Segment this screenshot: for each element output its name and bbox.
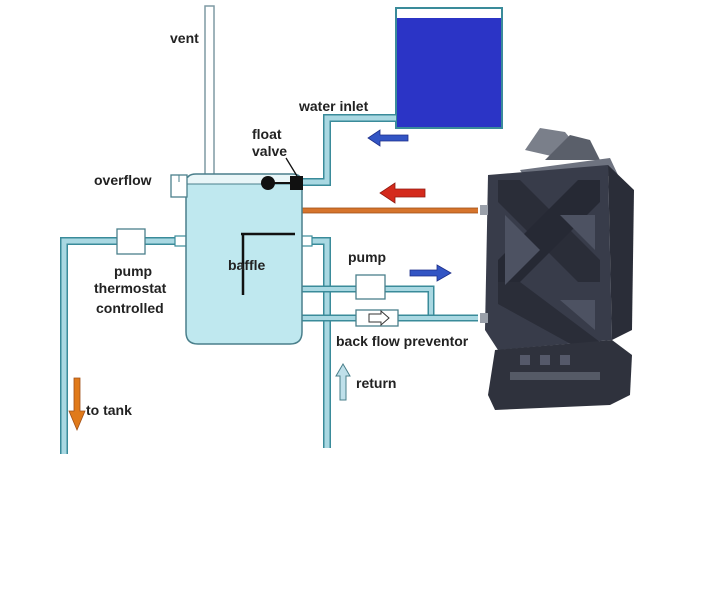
to-tank-label: to tank — [86, 402, 132, 418]
boiler-illustration — [478, 128, 638, 415]
valve-body — [290, 176, 303, 190]
baffle-label: baffle — [228, 257, 266, 273]
thermostat-label: thermostat — [94, 280, 167, 296]
back-flow-preventor — [356, 310, 398, 326]
reservoir-water — [397, 18, 501, 127]
pump — [356, 275, 385, 299]
return-label: return — [356, 375, 397, 391]
water-reservoir — [396, 8, 502, 128]
controlled-label: controlled — [96, 300, 164, 316]
inlet-flow-arrow — [368, 130, 408, 146]
return-flow-arrow — [336, 364, 350, 400]
overflow-fitting — [171, 175, 187, 197]
overflow-label: overflow — [94, 172, 152, 188]
back-flow-preventor-label: back flow preventor — [336, 333, 469, 349]
pump-flow-arrow — [410, 265, 451, 281]
water-inlet-pipe — [302, 118, 396, 182]
float-valve-label: float valve — [252, 126, 288, 159]
to-tank-arrow — [69, 378, 85, 430]
water-inlet-label: water inlet — [299, 98, 369, 114]
thermostat-pump — [117, 229, 145, 254]
pump-label: pump — [348, 249, 387, 265]
hot-flow-arrow — [380, 183, 425, 203]
float-ball — [261, 176, 275, 190]
return-pipe — [300, 236, 327, 448]
thermostat-pump-label: pump — [114, 263, 153, 279]
hot-water-pipe — [300, 208, 480, 213]
vent-pipe — [205, 6, 214, 178]
vent-label: vent — [170, 30, 199, 46]
